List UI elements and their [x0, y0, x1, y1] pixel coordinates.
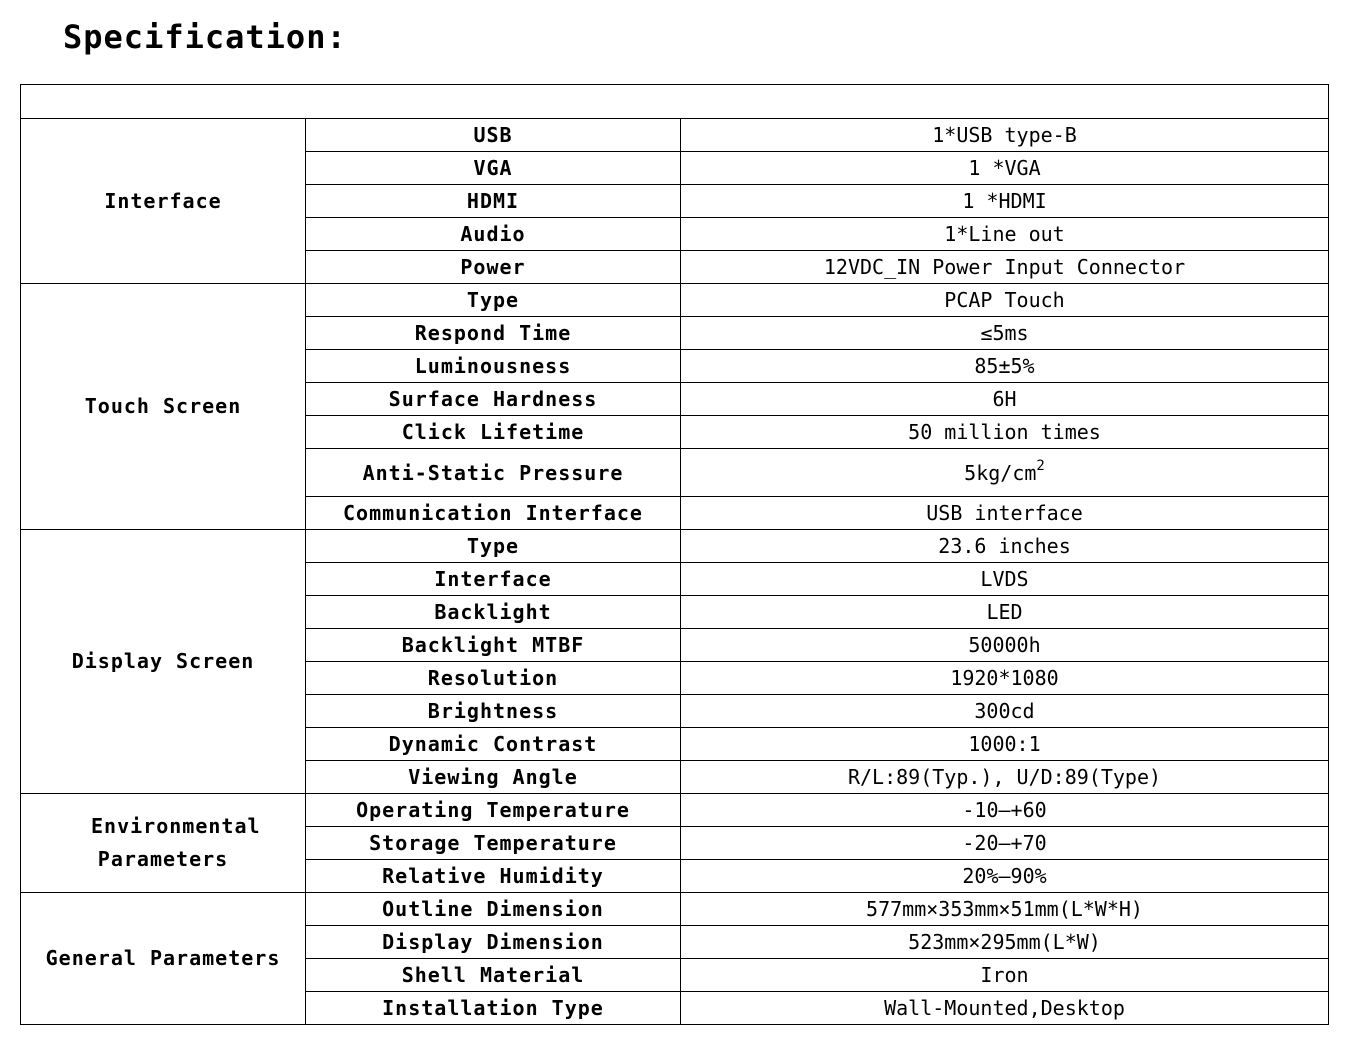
param-value: 50000h: [681, 629, 1329, 662]
param-label: Brightness: [306, 695, 681, 728]
param-label: Backlight MTBF: [306, 629, 681, 662]
group-label-general-parameters: General Parameters: [21, 893, 306, 1025]
table-row: [21, 284, 1329, 317]
param-value: USB interface: [681, 497, 1329, 530]
value-text: 5kg/cm: [964, 460, 1037, 485]
table-header-row: [21, 85, 1329, 119]
group-label-environmental-parameters: Environmental Parameters: [21, 794, 306, 893]
param-value: 50 million times: [681, 416, 1329, 449]
param-value: LVDS: [681, 563, 1329, 596]
param-label: Dynamic Contrast: [306, 728, 681, 761]
param-value: 1*USB type-B: [681, 119, 1329, 152]
param-label: Backlight: [306, 596, 681, 629]
param-label: Shell Material: [306, 959, 681, 992]
param-value: [681, 449, 1329, 497]
param-label: Surface Hardness: [306, 383, 681, 416]
group-label-interface: Interface: [21, 119, 306, 284]
param-value: -20—+70: [681, 827, 1329, 860]
param-label: Anti-Static Pressure: [306, 449, 681, 497]
table-row: [21, 893, 1329, 926]
group-label-touch-screen: Touch Screen: [21, 284, 306, 530]
param-value: ≤5ms: [681, 317, 1329, 350]
param-label: Storage Temperature: [306, 827, 681, 860]
param-label: Outline Dimension: [306, 893, 681, 926]
param-label: HDMI: [306, 185, 681, 218]
param-value: 20%—90%: [681, 860, 1329, 893]
param-label: Display Dimension: [306, 926, 681, 959]
param-value: 1920*1080: [681, 662, 1329, 695]
param-label: Respond Time: [306, 317, 681, 350]
table-header-cell: [21, 85, 1329, 119]
group-label-display-screen: Display Screen: [21, 530, 306, 794]
page-title: Specification:: [63, 18, 347, 56]
param-label: Power: [306, 251, 681, 284]
param-label: Audio: [306, 218, 681, 251]
param-value: R/L:89(Typ.), U/D:89(Type): [681, 761, 1329, 794]
param-label: Click Lifetime: [306, 416, 681, 449]
param-value: -10—+60: [681, 794, 1329, 827]
param-value: Wall-Mounted,Desktop: [681, 992, 1329, 1025]
table-row: [21, 530, 1329, 563]
param-value: 523mm×295mm(L*W): [681, 926, 1329, 959]
param-value: 23.6 inches: [681, 530, 1329, 563]
param-value: LED: [681, 596, 1329, 629]
specification-table: [20, 84, 1329, 1025]
param-label: Installation Type: [306, 992, 681, 1025]
table-row: [21, 119, 1329, 152]
superscript: 2: [1036, 457, 1045, 474]
param-label: Viewing Angle: [306, 761, 681, 794]
param-label: Resolution: [306, 662, 681, 695]
param-value: 1 *HDMI: [681, 185, 1329, 218]
param-value: 577mm×353mm×51mm(L*W*H): [681, 893, 1329, 926]
param-label: Luminousness: [306, 350, 681, 383]
param-value: PCAP Touch: [681, 284, 1329, 317]
param-label: Type: [306, 284, 681, 317]
param-label: Interface: [306, 563, 681, 596]
param-label: Type: [306, 530, 681, 563]
param-value: 1000:1: [681, 728, 1329, 761]
param-value: 300cd: [681, 695, 1329, 728]
param-label: USB: [306, 119, 681, 152]
param-value: 1 *VGA: [681, 152, 1329, 185]
param-value: Iron: [681, 959, 1329, 992]
param-label: Communication Interface: [306, 497, 681, 530]
table-row: [21, 794, 1329, 827]
param-value: 12VDC_IN Power Input Connector: [681, 251, 1329, 284]
param-label: Operating Temperature: [306, 794, 681, 827]
param-value: 1*Line out: [681, 218, 1329, 251]
param-label: Relative Humidity: [306, 860, 681, 893]
param-value: 85±5%: [681, 350, 1329, 383]
param-label: VGA: [306, 152, 681, 185]
param-value: 6H: [681, 383, 1329, 416]
